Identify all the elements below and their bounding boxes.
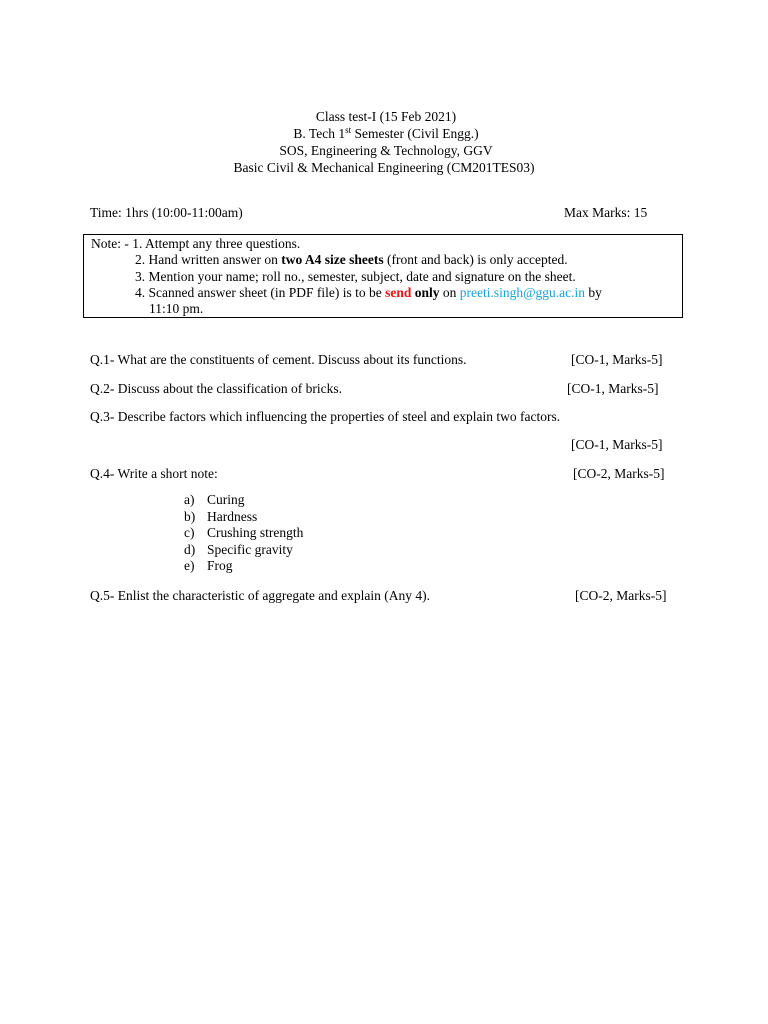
school-name: SOS, Engineering & Technology, GGV	[279, 143, 493, 158]
item-text: Specific gravity	[207, 541, 293, 557]
only-emphasis: only	[414, 285, 440, 300]
question-4: Q.4- Write a short note:	[90, 466, 218, 481]
note-line-5: 11:10 pm.	[149, 301, 204, 316]
program-text: B. Tech 1	[293, 126, 346, 141]
note-2-bold: two A4 size sheets	[281, 252, 384, 267]
question-1-marks: [CO-1, Marks-5]	[571, 352, 663, 367]
item-label: a)	[184, 492, 195, 507]
item-text: Curing	[207, 492, 245, 507]
test-title: Class test-I (15 Feb 2021)	[315, 109, 457, 124]
program-semester	[2, 125, 768, 142]
note-4-text: 4. Scanned answer sheet (in PDF file) is to be	[135, 285, 386, 300]
exam-time: Time: 1hrs (10:00-11:00am)	[90, 205, 243, 220]
item-label: b)	[184, 508, 196, 524]
question-1: Q.1- What are the constituents of cement. Discuss about its functions.	[90, 352, 467, 367]
note-2-rest: (front and back) is only accepted.	[383, 252, 568, 267]
note-4-on: on	[439, 285, 460, 300]
list-item	[184, 492, 303, 509]
list-item	[184, 542, 303, 559]
email-address[interactable]: preeti.singh@ggu.ac.in	[459, 285, 586, 300]
question-5-marks: [CO-2, Marks-5]	[575, 588, 667, 603]
note-line-4	[135, 285, 602, 301]
note-line-2	[135, 252, 568, 268]
item-text: Crushing strength	[207, 525, 304, 540]
question-3: Q.3- Describe factors which influencing the properties of steel and explain two factors.	[90, 409, 561, 424]
question-3-marks: [CO-1, Marks-5]	[571, 437, 663, 452]
item-label: d)	[184, 541, 196, 557]
note-4-by: by	[585, 285, 602, 300]
list-item	[184, 558, 303, 575]
instructions-box	[83, 234, 683, 318]
item-text: Frog	[207, 558, 233, 573]
question-2: Q.2- Discuss about the classification of bricks.	[90, 381, 342, 396]
item-label: c)	[184, 525, 195, 540]
note-line-1: Note: - 1. Attempt any three questions.	[91, 236, 301, 251]
question-5: Q.5- Enlist the characteristic of aggregate and explain (Any 4).	[90, 588, 430, 603]
short-note-list	[184, 492, 303, 575]
question-4-marks: [CO-2, Marks-5]	[573, 466, 665, 481]
list-item	[184, 525, 303, 542]
ordinal-superscript: st	[345, 125, 352, 135]
question-2-marks: [CO-1, Marks-5]	[567, 381, 659, 396]
list-item	[184, 509, 303, 526]
item-label: e)	[184, 558, 195, 573]
note-2-text: 2. Hand written answer on	[135, 252, 282, 267]
max-marks: Max Marks: 15	[564, 205, 648, 220]
send-emphasis: send	[385, 285, 412, 300]
course-name: Basic Civil & Mechanical Engineering (CM201TES03)	[233, 160, 535, 175]
exam-header	[0, 108, 768, 176]
semester-text: Semester (Civil Engg.)	[351, 126, 479, 141]
item-text: Hardness	[207, 508, 258, 524]
note-line-3: 3. Mention your name; roll no., semester, subject, date and signature on the sheet.	[135, 269, 576, 284]
